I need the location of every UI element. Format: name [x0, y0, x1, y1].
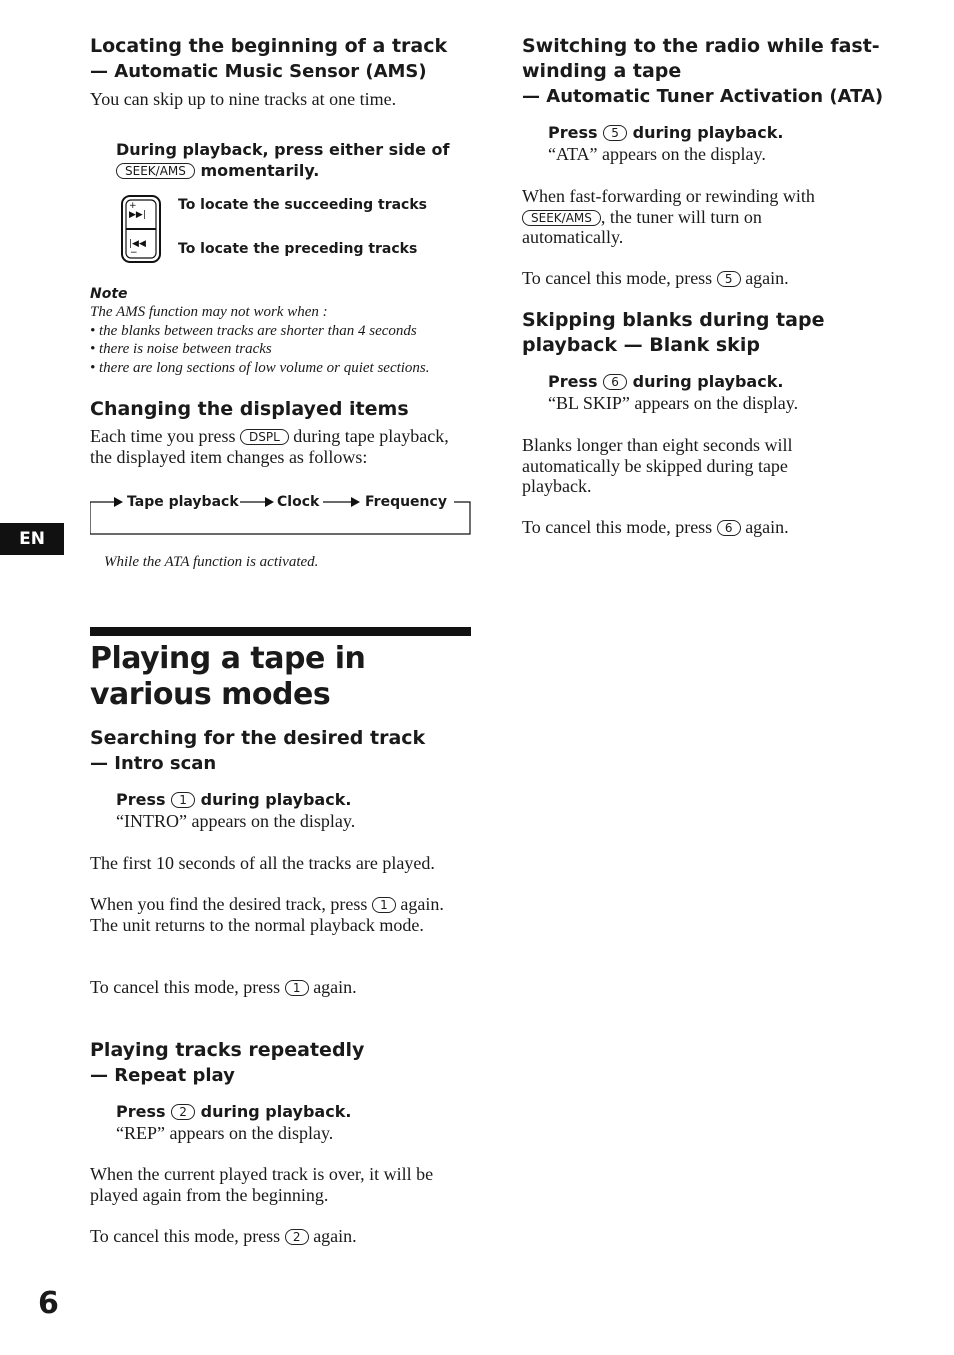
ams-instruction-text-1: During playback, press either side of [116, 140, 450, 159]
seek-ams-button: SEEK/AMS [116, 163, 195, 179]
repeat-instruction: Press 2 during playback. [116, 1102, 352, 1121]
note-item: • there are long sections of low volume or quiet sections. [90, 359, 430, 376]
language-tab: EN [0, 523, 64, 555]
repeat-title: Playing tracks repeatedly [90, 1039, 365, 1061]
repeat-p1: When the current played track is over, it will be played again from the beginning. [90, 1164, 434, 1205]
flow-item-frequency: Frequency [365, 494, 447, 510]
repeat-appears: “REP” appears on the display. [116, 1123, 334, 1143]
intro-scan-instruction: Press 1 during playback. [116, 790, 352, 809]
ams-intro: You can skip up to nine tracks at one time. [90, 89, 397, 109]
ams-subtitle: — Automatic Music Sensor (AMS) [90, 61, 427, 82]
blank-skip-appears: “BL SKIP” appears on the display. [548, 393, 799, 413]
ams-preceding-label: To locate the preceding tracks [178, 241, 418, 257]
svg-text:▶▶|: ▶▶| [129, 210, 146, 220]
key-6-button: 6 [717, 520, 741, 536]
ata-title: Switching to the radio while fast-winding a tape [522, 35, 880, 82]
display-flow-diagram [90, 492, 471, 536]
note-intro: The AMS function may not work when : [90, 304, 328, 320]
seek-ams-button: SEEK/AMS [522, 210, 601, 226]
ams-instruction-text-2: momentarily. [200, 161, 320, 180]
key-1-button: 1 [171, 792, 195, 808]
flow-item-tape-playback: Tape playback [127, 494, 239, 510]
repeat-subtitle: — Repeat play [90, 1065, 235, 1086]
display-footnote: While the ATA function is activated. [104, 554, 319, 570]
display-text: Each time you press DSPL during tape playback, the displayed item changes as follows: [90, 426, 449, 467]
key-6-button: 6 [603, 374, 627, 390]
note-item: • the blanks between tracks are shorter than 4 seconds [90, 322, 417, 339]
intro-scan-cancel: To cancel this mode, press 1 again. [90, 977, 357, 997]
key-5-button: 5 [717, 271, 741, 287]
svg-text:−: − [130, 248, 138, 258]
intro-scan-appears: “INTRO” appears on the display. [116, 811, 356, 831]
ata-cancel: To cancel this mode, press 5 again. [522, 268, 789, 288]
svg-text:+: + [129, 201, 137, 211]
svg-text:|◀◀: |◀◀ [129, 239, 146, 249]
ams-note [90, 285, 480, 377]
blank-skip-cancel: To cancel this mode, press 6 again. [522, 517, 789, 537]
key-1-button: 1 [372, 897, 396, 913]
seek-ams-control-icon [118, 194, 164, 264]
intro-scan-title: Searching for the desired track [90, 727, 426, 749]
section-rule [90, 627, 471, 636]
ata-appears: “ATA” appears on the display. [548, 144, 766, 164]
note-title: Note [90, 286, 128, 302]
dspl-button: DSPL [240, 429, 289, 445]
section-title: Playing a tape in various modes [90, 641, 366, 712]
page-number: 6 [38, 1286, 59, 1321]
note-item: • there is noise between tracks [90, 341, 272, 357]
key-1-button: 1 [285, 980, 309, 996]
repeat-cancel: To cancel this mode, press 2 again. [90, 1226, 357, 1246]
display-title: Changing the displayed items [90, 398, 409, 420]
ams-title: Locating the beginning of a track [90, 35, 448, 57]
key-2-button: 2 [285, 1229, 309, 1245]
ata-p1: When fast-forwarding or rewinding with SEEK/AMS , the tuner will turn on automatically. [522, 186, 815, 247]
ams-instruction [116, 139, 476, 181]
blank-skip-title: Skipping blanks during tape playback — Blank skip [522, 309, 825, 356]
intro-scan-p2: When you find the desired track, press 1 again. The unit returns to the normal playback mode. [90, 894, 444, 935]
blank-skip-p1: Blanks longer than eight seconds will automatically be skipped during tape playback. [522, 435, 793, 496]
ata-instruction: Press 5 during playback. [548, 123, 784, 142]
key-2-button: 2 [171, 1104, 195, 1120]
key-5-button: 5 [603, 125, 627, 141]
ams-succeeding-label: To locate the succeeding tracks [178, 197, 427, 213]
intro-scan-subtitle: — Intro scan [90, 753, 217, 774]
blank-skip-instruction: Press 6 during playback. [548, 372, 784, 391]
intro-scan-p1: The first 10 seconds of all the tracks are played. [90, 853, 435, 873]
ata-subtitle: — Automatic Tuner Activation (ATA) [522, 86, 884, 107]
flow-item-clock: Clock [277, 494, 320, 510]
